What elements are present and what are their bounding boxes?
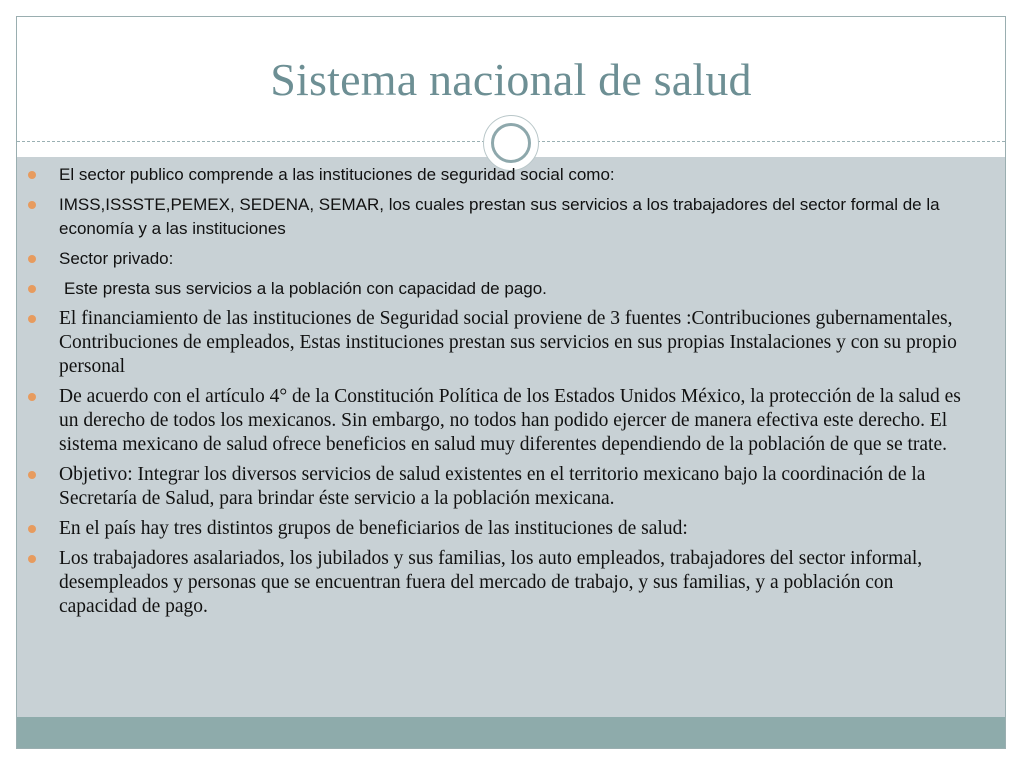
bullet-text: Este presta sus servicios a la población con capacidad de pago. (64, 279, 547, 298)
bullet-item (28, 547, 963, 619)
bullet-dot-icon (28, 285, 36, 293)
bullet-item (28, 463, 963, 511)
bullet-text: El sector publico comprende a las instituciones de seguridad social como: (59, 165, 615, 184)
bullet-text: Sector privado: (59, 249, 174, 268)
slide-title: Sistema nacional de salud (270, 54, 752, 105)
bullet-dot-icon (28, 315, 36, 323)
bullet-text: Objetivo: Integrar los diversos servicios de salud existentes en el territorio mexicano bajo la coordinación de la Secretaría de Salud, para brindar éste servicio a la población mexicana. (59, 464, 926, 509)
bullet-dot-icon (28, 255, 36, 263)
bullet-item (28, 247, 963, 271)
bullet-text: Los trabajadores asalariados, los jubilados y sus familias, los auto empleados, trabajadores del sector informal, desempleados y personas que se encuentran fuera del mercado de trabajo, y sus familias, y a población con capacidad de pago. (59, 548, 923, 617)
bullet-dot-icon (28, 201, 36, 209)
bullet-text: El financiamiento de las instituciones de Seguridad social proviene de 3 fuentes :Contribuciones gubernamentales, Contribuciones de empleados, Estas instituciones prestan sus servicios en sus propias Instalaciones y con su propio personal (59, 308, 957, 377)
bullet-item (28, 517, 963, 541)
bullet-dot-icon (28, 471, 36, 479)
bullet-item (28, 163, 963, 187)
bottom-bar (17, 717, 1005, 749)
bullet-item (28, 277, 963, 301)
bullet-list (28, 163, 963, 625)
bullet-dot-icon (28, 525, 36, 533)
bullet-dot-icon (28, 555, 36, 563)
bullet-dot-icon (28, 171, 36, 179)
bullet-item (28, 385, 963, 457)
ring-icon (491, 123, 531, 163)
bullet-text: En el país hay tres distintos grupos de beneficiarios de las instituciones de salud: (59, 518, 688, 539)
bullet-item (28, 193, 963, 241)
bullet-text: IMSS,ISSSTE,PEMEX, SEDENA, SEMAR, los cuales prestan sus servicios a los trabajadores del sector formal de la economía y a las instituciones (59, 195, 940, 238)
bullet-dot-icon (28, 393, 36, 401)
bullet-item (28, 307, 963, 379)
bullet-text: De acuerdo con el artículo 4° de la Constitución Política de los Estados Unidos México, la protección de la salud es un derecho de todos los mexicanos. Sin embargo, no todos han podido ejercer de manera efectiva este derecho. El sistema mexicano de salud ofrece beneficios en salud muy diferentes dependiendo de la población de que se trate. (59, 386, 961, 455)
